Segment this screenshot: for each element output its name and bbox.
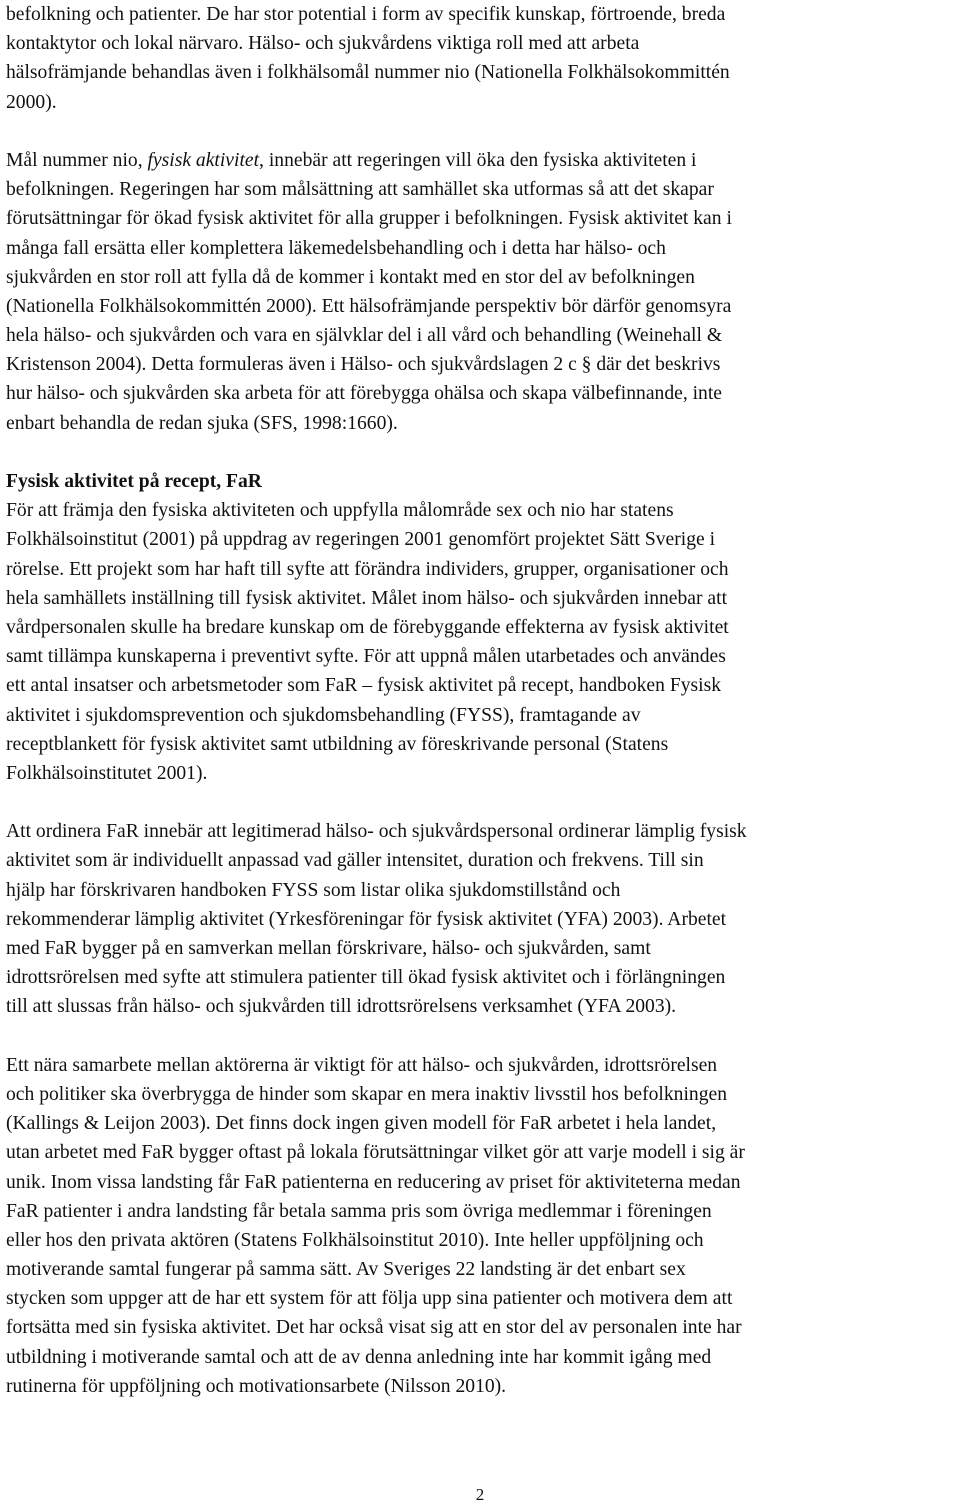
paragraph-spacer: [6, 788, 954, 817]
document-page: [6, 0, 954, 1401]
text-line: receptblankett för fysisk aktivitet samt utbildning av föreskrivande personal (Statens: [6, 733, 669, 755]
paragraph-4: [6, 817, 954, 1021]
paragraph-spacer: [6, 117, 954, 146]
text-line: enbart behandla de redan sjuka (SFS, 1998:1660).: [6, 412, 398, 434]
italic-term: fysisk aktivitet: [147, 149, 260, 171]
text-line: befolkningen. Regeringen har som målsättning att samhället ska utformas så att det skapar: [6, 179, 714, 201]
text-line: hela hälso- och sjukvården och vara en självklar del i all vård och behandling (Weinehall &: [6, 325, 723, 347]
text-line: eller hos den privata aktören (Statens Folkhälsoinstitut 2010). Inte heller uppföljning och: [6, 1229, 704, 1251]
text-line: fortsätta med sin fysiska aktivitet. Det har också visat sig att en stor del av personalen inte har: [6, 1317, 742, 1339]
text-line: utan arbetet med FaR bygger oftast på lokala förutsättningar vilket gör att varje modell i sig är: [6, 1142, 745, 1164]
text-line: 2000).: [6, 91, 57, 113]
text-line: Folkhälsoinstitutet 2001).: [6, 762, 208, 784]
text-line: och politiker ska överbrygga de hinder som skapar en mera inaktiv livsstil hos befolkningen: [6, 1083, 727, 1105]
text-line: sjukvården en stor roll att fylla då de kommer i kontakt med en stor del av befolkningen: [6, 266, 695, 288]
text-line: Kristenson 2004). Detta formuleras även i Hälso- och sjukvårdslagen 2 c § där det beskrivs: [6, 354, 721, 376]
text-line: aktivitet i sjukdomsprevention och sjukdomsbehandling (FYSS), framtagande av: [6, 704, 641, 726]
text-line: vårdpersonalen skulle ha bredare kunskap om de förebyggande effekterna av fysisk aktivitet: [6, 616, 729, 638]
text-line: samt tillämpa kunskaperna i preventivt syfte. För att uppnå målen utarbetades och användes: [6, 646, 726, 668]
text-line: rutinerna för uppföljning och motivationsarbete (Nilsson 2010).: [6, 1375, 507, 1397]
text-line: (Kallings & Leijon 2003). Det finns dock ingen given modell för FaR arbetet i hela landet,: [6, 1113, 717, 1135]
text-run: Mål nummer nio,: [6, 149, 148, 171]
text-line: unik. Inom vissa landsting får FaR patienterna en reducering av priset för aktiviteterna medan: [6, 1171, 741, 1193]
text-line: FaR patienter i andra landsting får betala samma pris som övriga medlemmar i föreningen: [6, 1200, 712, 1222]
text-run: , innebär att regeringen vill öka den fysiska aktiviteten i: [259, 149, 697, 171]
text-line: utbildning i motiverande samtal och att de av denna anledning inte har kommit igång med: [6, 1346, 712, 1368]
text-line: hälsofrämjande behandlas även i folkhälsomål nummer nio (Nationella Folkhälsokommittén: [6, 62, 730, 84]
text-line: många fall ersätta eller komplettera läkemedelsbehandling och i detta har hälso- och: [6, 237, 666, 259]
text-line: till att slussas från hälso- och sjukvården till idrottsrörelsens verksamhet (YFA 2003).: [6, 996, 677, 1018]
paragraph-2: [6, 146, 954, 438]
paragraph-spacer: [6, 1022, 954, 1051]
text-line: kontaktytor och lokal närvaro. Hälso- och sjukvårdens viktiga roll med att arbeta: [6, 33, 640, 55]
text-line: förutsättningar för ökad fysisk aktivitet för alla grupper i befolkningen. Fysisk aktivitet kan i: [6, 208, 732, 230]
paragraph-3: [6, 496, 954, 788]
text-line: (Nationella Folkhälsokommittén 2000). Ett hälsofrämjande perspektiv bör därför genomsyra: [6, 295, 732, 317]
text-line: hjälp har förskrivaren handboken FYSS som listar olika sjukdomstillstånd och: [6, 879, 621, 901]
text-line: stycken som uppger att de har ett system för att följa upp sina patienter och motivera dem att: [6, 1288, 733, 1310]
text-line: idrottsrörelsen med syfte att stimulera patienter till ökad fysisk aktivitet och i förlängningen: [6, 967, 726, 989]
text-line: Folkhälsoinstitut (2001) på uppdrag av regeringen 2001 genomfört projektet Sätt Sverige i: [6, 529, 716, 551]
text-line: För att främja den fysiska aktiviteten och uppfylla målområde sex och nio har statens: [6, 500, 674, 522]
text-line: befolkning och patienter. De har stor potential i form av specifik kunskap, förtroende, breda: [6, 4, 726, 25]
paragraph-5: [6, 1051, 954, 1401]
text-line: Ett nära samarbete mellan aktörerna är viktigt för att hälso- och sjukvården, idrottsrörelsen: [6, 1054, 718, 1076]
text-line: med FaR bygger på en samverkan mellan förskrivare, hälso- och sjukvården, samt: [6, 938, 651, 959]
text-line: [6, 146, 954, 175]
text-line: rekommenderar lämplig aktivitet (Yrkesföreningar för fysisk aktivitet (YFA) 2003). Arbetet: [6, 908, 727, 930]
text-line: aktivitet som är individuellt anpassad vad gäller intensitet, duration och frekvens. Till sin: [6, 850, 704, 872]
text-line: hela samhällets inställning till fysisk aktivitet. Målet inom hälso- och sjukvården innebar att: [6, 587, 728, 609]
text-line: Att ordinera FaR innebär att legitimerad hälso- och sjukvårdspersonal ordinerar lämplig fysisk: [6, 821, 747, 843]
paragraph-spacer: [6, 438, 954, 467]
section-heading: Fysisk aktivitet på recept, FaR: [6, 471, 262, 492]
page-number: 2: [475, 1485, 485, 1504]
text-line: rörelse. Ett projekt som har haft till syfte att förändra individers, grupper, organisationer och: [6, 558, 729, 580]
paragraph-1: [6, 0, 954, 117]
text-line: hur hälso- och sjukvården ska arbeta för att förebygga ohälsa och skapa välbefinnande, inte: [6, 383, 722, 405]
text-line: ett antal insatser och arbetsmetoder som FaR – fysisk aktivitet på recept, handboken Fysisk: [6, 675, 722, 697]
text-line: motiverande samtal fungerar på samma sätt. Av Sveriges 22 landsting är det enbart sex: [6, 1259, 686, 1281]
